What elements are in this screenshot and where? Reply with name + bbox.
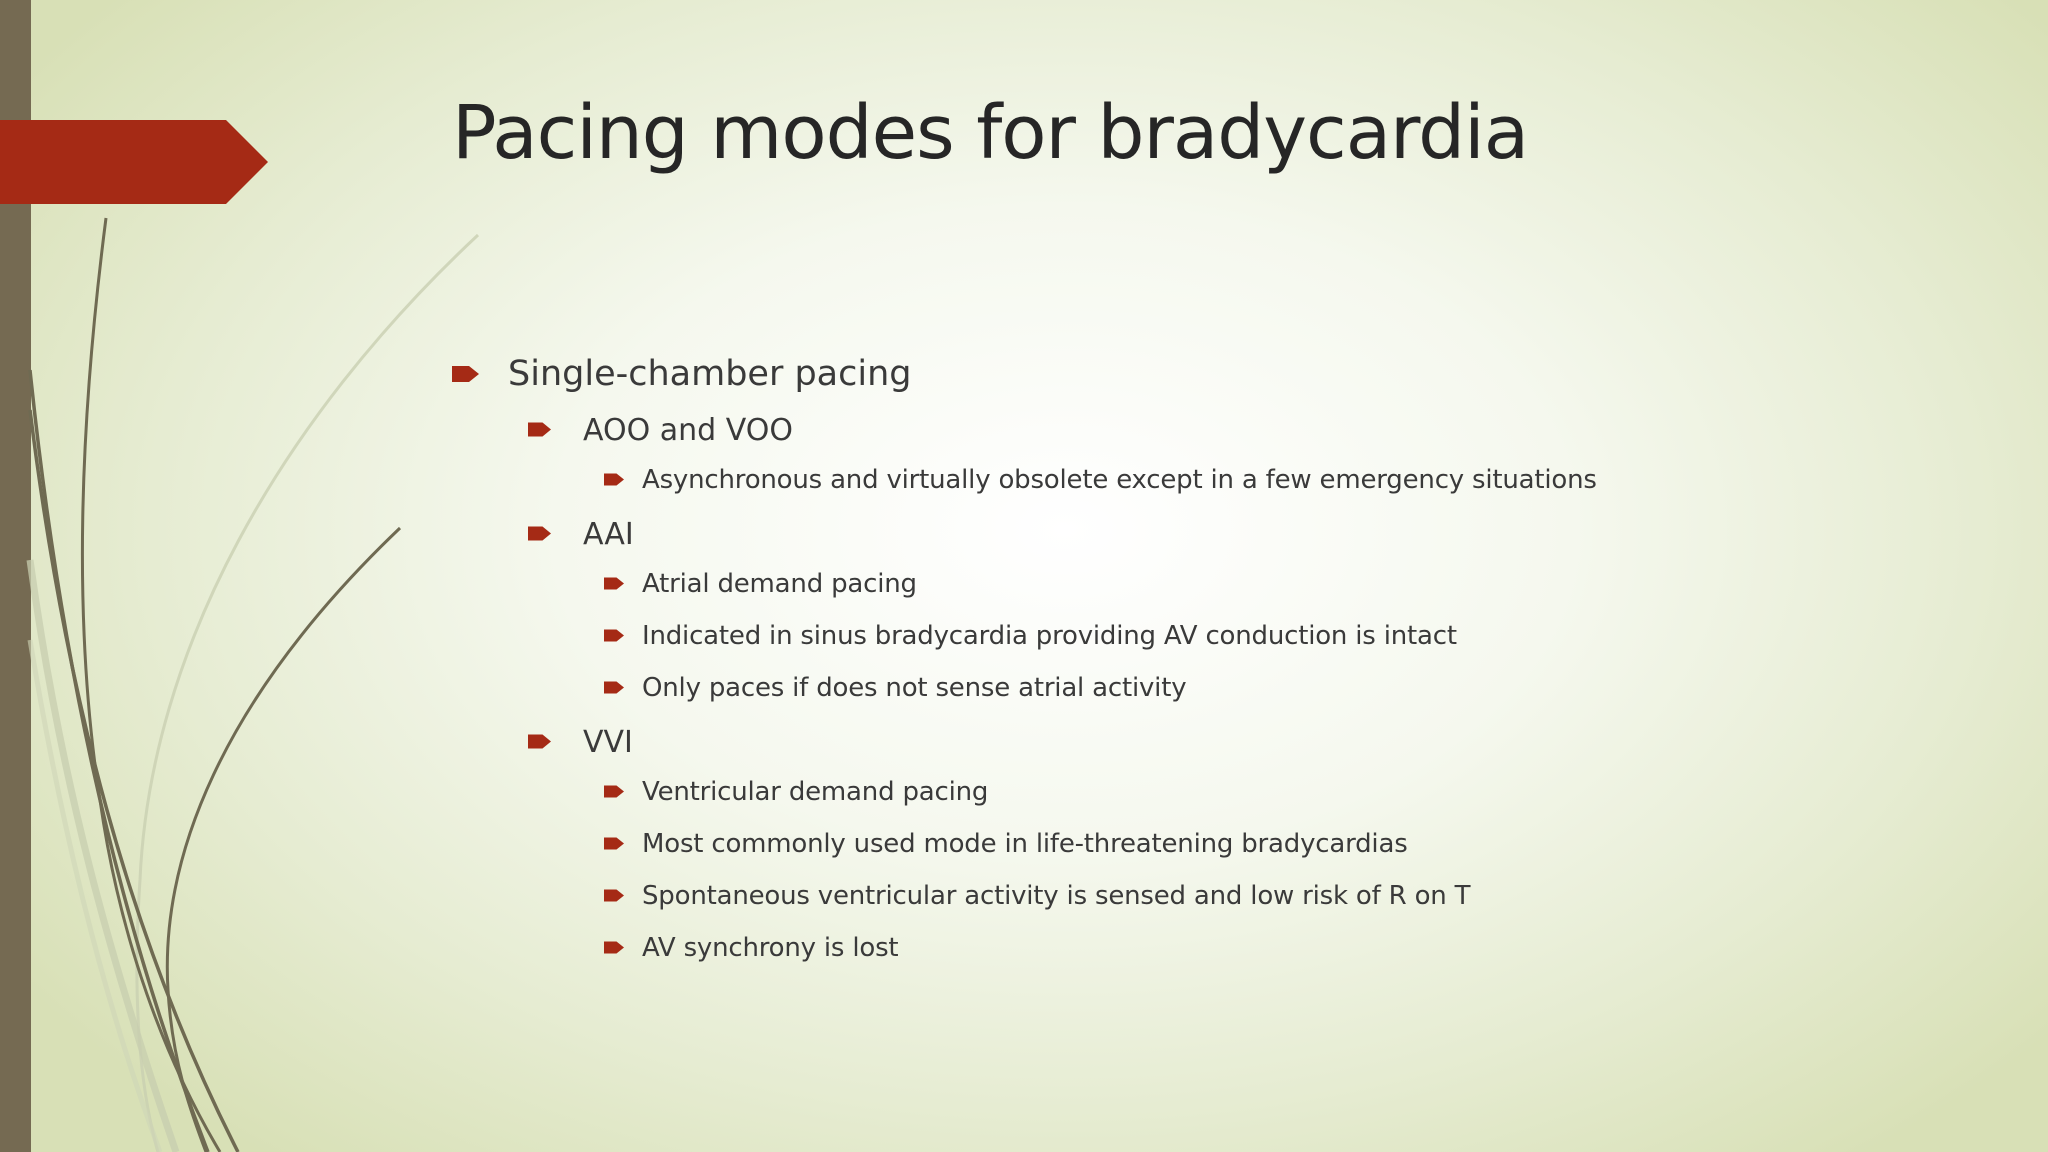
- list-item-text: Spontaneous ventricular activity is sensed and low risk of R on T: [642, 881, 1471, 911]
- light-curve-1: [137, 235, 478, 1152]
- list-item: [604, 772, 1972, 812]
- list-item-text: Most commonly used mode in life-threatening bradycardias: [642, 829, 1408, 859]
- list-item-text: Indicated in sinus bradycardia providing AV conduction is intact: [642, 621, 1457, 651]
- dark-curve-3: [30, 410, 238, 1152]
- arrow-bullet-icon: [604, 680, 625, 695]
- list-item: [528, 512, 1972, 556]
- list-item-text: Single-chamber pacing: [508, 354, 912, 394]
- arrow-bullet-icon: [604, 472, 625, 487]
- list-item: [604, 876, 1972, 916]
- list-item: [604, 616, 1972, 656]
- list-item-text: Asynchronous and virtually obsolete except in a few emergency situations: [642, 465, 1597, 495]
- arrow-bullet-icon: [604, 576, 625, 591]
- dark-curve-1: [82, 218, 220, 1152]
- title-arrow-banner: [0, 120, 268, 204]
- arrow-bullet-icon: [604, 628, 625, 643]
- arrow-bullet-icon: [604, 888, 625, 903]
- list-item-text: AAI: [583, 516, 634, 552]
- list-item: [528, 408, 1972, 452]
- arrow-bullet-icon: [528, 421, 552, 438]
- list-item: [604, 668, 1972, 708]
- list-item: [604, 928, 1972, 968]
- arrow-bullet-icon: [604, 784, 625, 799]
- list-item: [604, 564, 1972, 604]
- arrow-bullet-icon: [528, 525, 552, 542]
- list-item: [452, 348, 1972, 400]
- list-item-text: Ventricular demand pacing: [642, 777, 989, 807]
- bullet-list: [452, 348, 1972, 980]
- list-item-text: VVI: [583, 724, 633, 760]
- dark-curve-4: [167, 528, 400, 1152]
- arrow-bullet-icon: [604, 940, 625, 955]
- list-item-text: Atrial demand pacing: [642, 569, 917, 599]
- list-item-text: AV synchrony is lost: [642, 933, 899, 963]
- arrow-bullet-icon: [528, 733, 552, 750]
- list-item-text: Only paces if does not sense atrial activity: [642, 673, 1187, 703]
- light-curve-2: [30, 560, 176, 1152]
- list-item-text: AOO and VOO: [583, 412, 793, 448]
- arrow-bullet-icon: [452, 364, 480, 384]
- arrow-bullet-icon: [604, 836, 625, 851]
- slide-title: Pacing modes for bradycardia: [452, 90, 1529, 176]
- list-item: [604, 460, 1972, 500]
- list-item: [604, 824, 1972, 864]
- list-item: [528, 720, 1972, 764]
